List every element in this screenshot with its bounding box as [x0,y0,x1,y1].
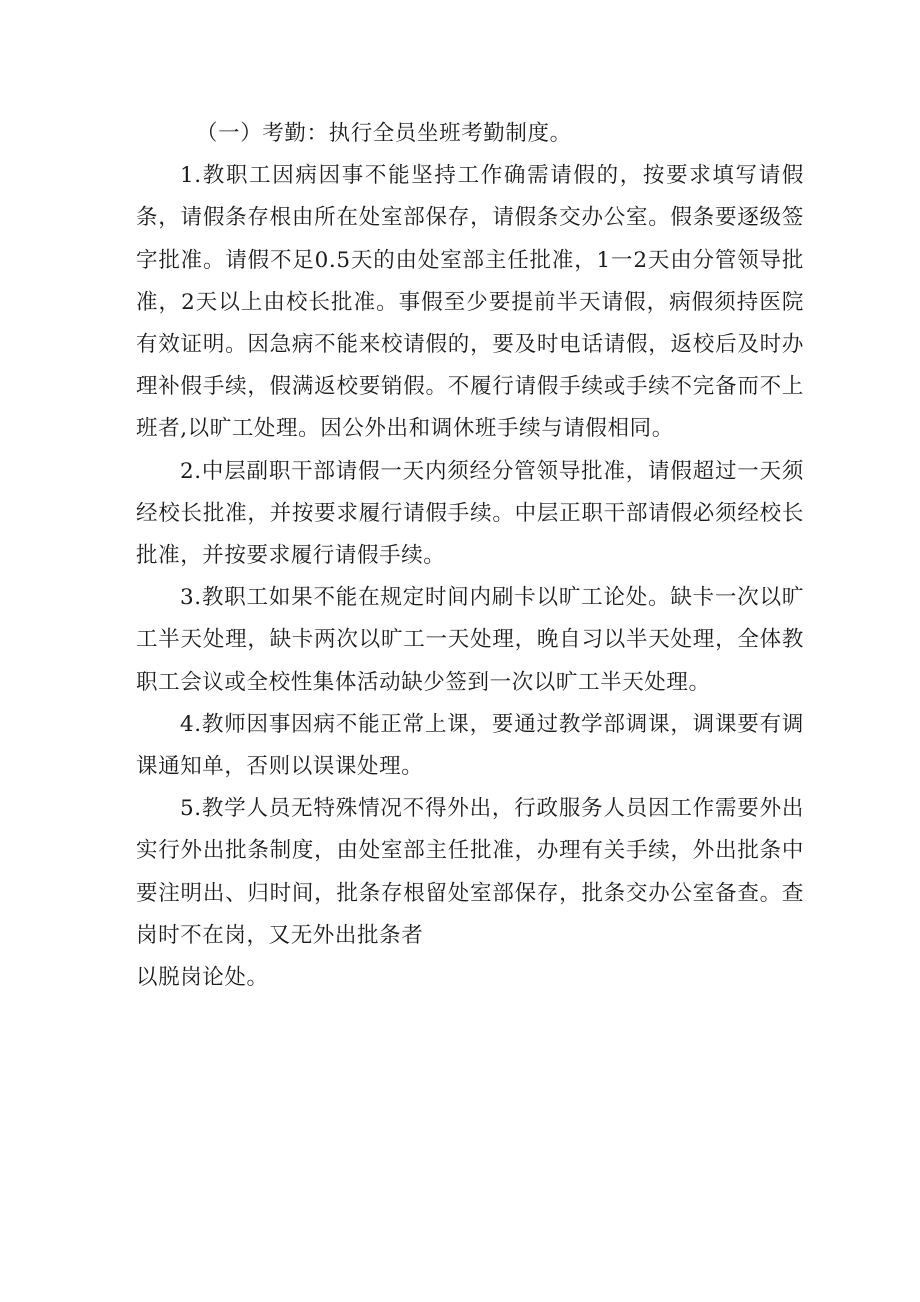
rule-item-4: 4.教师因事因病不能正常上课，要通过教学部调课，调课要有调课通知单，否则以误课处理。 [136,711,804,780]
section-heading: （一）考勤：执行全员坐班考勤制度。 [196,121,572,146]
rule-item-3: 3.教职工如果不能在规定时间内刷卡以旷工论处。缺卡一次以旷工半天处理，缺卡两次以旷工一天处理，晚自习以半天处理，全体教职工会议或全校性集体活动缺少签到一次以旷工半天处理。 [136,585,804,695]
document-body [136,113,804,999]
rule-item-5: 5.教学人员无特殊情况不得外出，行政服务人员因工作需要外出实行外出批条制度，由处室部主任批准，办理有关手续，外出批条中要注明出、归时间，批条存根留处室部保存，批条交办公室备查。查岗时不在岗，又无外出批条者 [136,796,804,948]
rule-item-1: 1.教职工因病因事不能坚持工作确需请假的，按要求填写请假条，请假条存根由所在处室部保存，请假条交办公室。假条要逐级签字批准。请假不足0.5天的由处室部主任批准，1一2天由分管领导批准，2天以上由校长批准。事假至少要提前半天请假，病假须持医院有效证明。因急病不能来校请假的，要及时电话请假，返校后及时办理补假手续，假满返校要销假。不履行请假手续或手续不完备而不上班者,以旷工处理。因公外出和调休班手续与请假相同。 [136,163,804,442]
rule-item-2: 2.中层副职干部请假一天内须经分管领导批准，请假超过一天须经校长批准，并按要求履行请假手续。中层正职干部请假必须经校长批准，并按要求履行请假手续。 [136,458,804,569]
rule-item-5-continuation: 以脱岗论处。 [136,965,269,991]
